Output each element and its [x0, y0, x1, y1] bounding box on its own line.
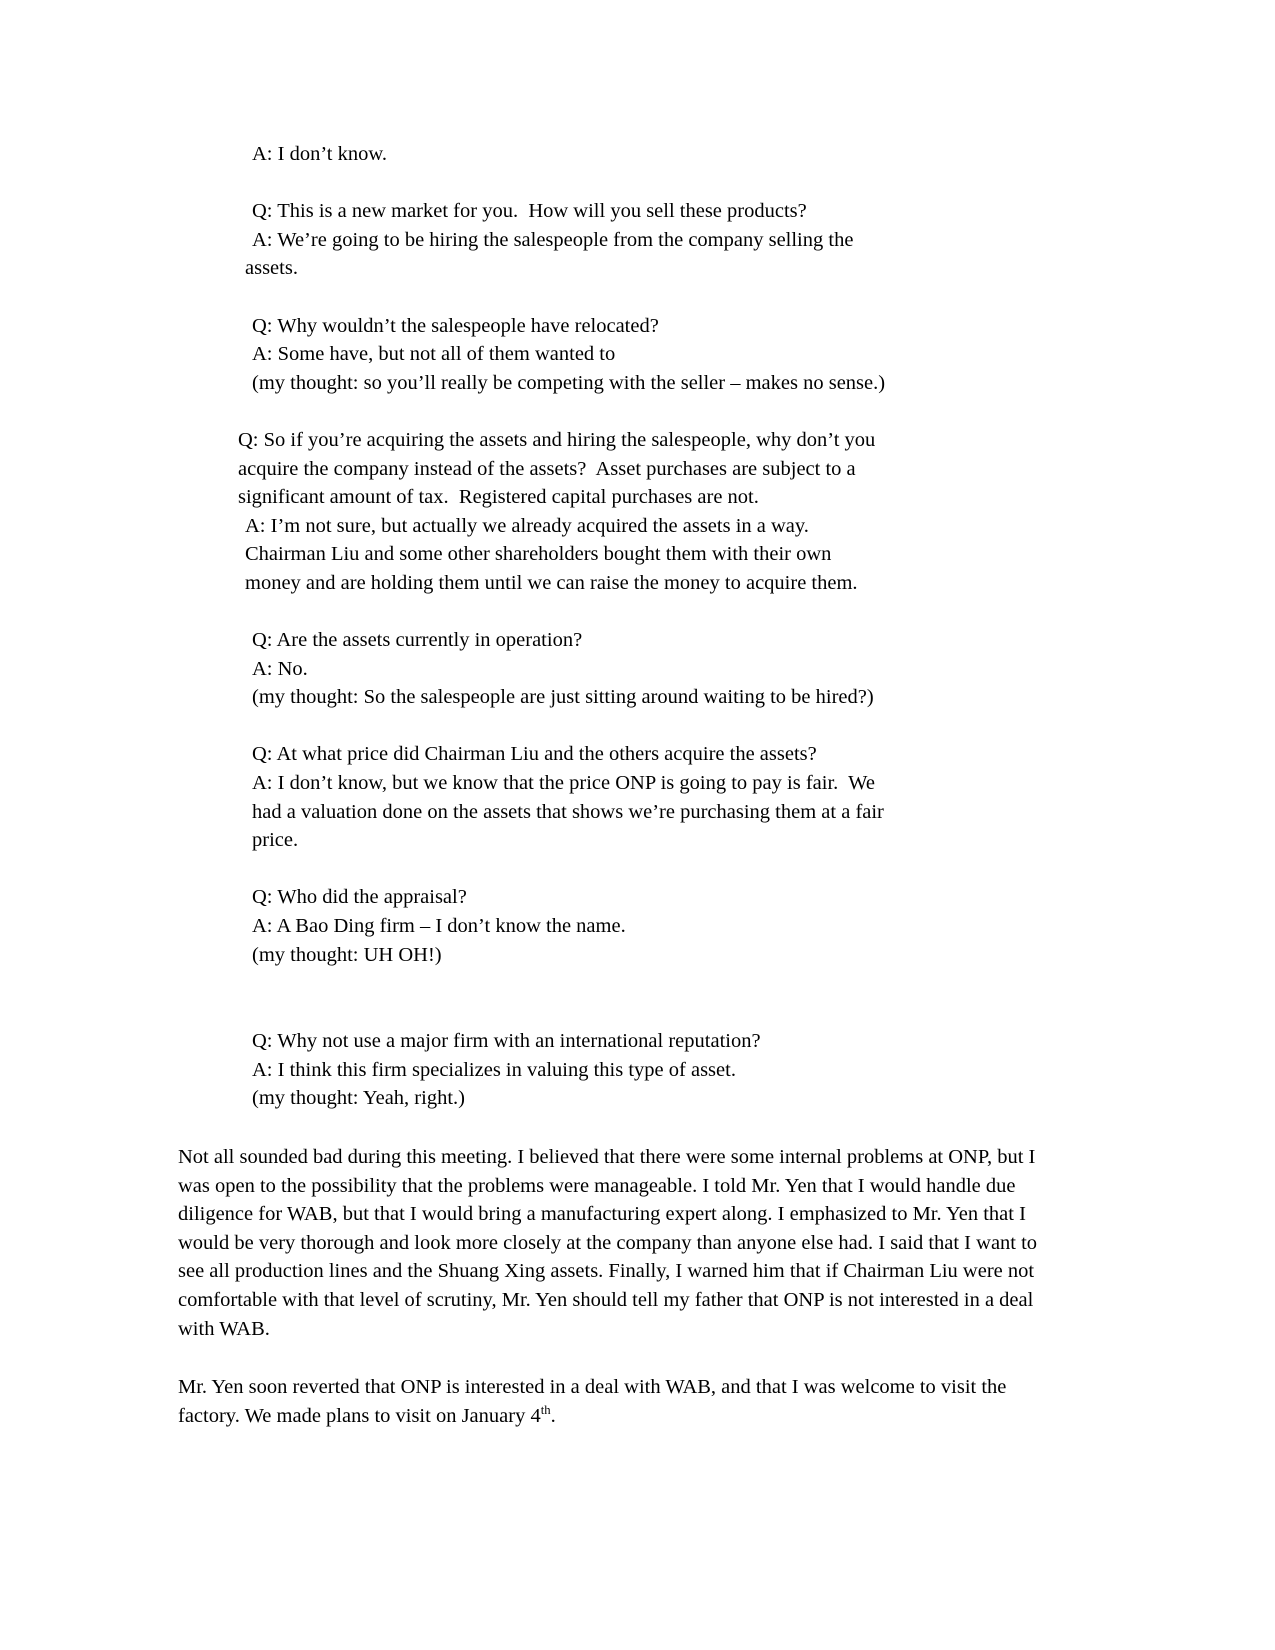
qa-line: price.: [252, 829, 299, 852]
paragraph-spacer: [178, 598, 1064, 627]
closing-text-main: Mr. Yen soon reverted that ONP is interested in a deal with WAB, and that I was welcome to visit the factory. We made plans to visit on January 4: [178, 1376, 1007, 1427]
qa-line: Q: At what price did Chairman Liu and the others acquire the assets?: [252, 743, 817, 766]
qa-line: Q: Why not use a major firm with an international reputation?: [252, 1030, 761, 1053]
qa-line: assets.: [245, 257, 298, 280]
qa-line: (my thought: So the salespeople are just sitting around waiting to be hired?): [252, 686, 874, 709]
qa-line: had a valuation done on the assets that shows we’re purchasing them at a fair: [252, 800, 884, 823]
qa-line: A: I think this firm specializes in valuing this type of asset.: [252, 1058, 736, 1081]
qa-line: acquire the company instead of the assets? Asset purchases are subject to a: [238, 457, 856, 480]
qa-line: money and are holding them until we can raise the money to acquire them.: [245, 571, 858, 594]
qa-section-appraisal: [245, 883, 1064, 969]
qa-line: A: I don’t know.: [252, 143, 387, 165]
qa-line: A: I’m not sure, but actually we already acquired the assets in a way.: [245, 514, 809, 537]
qa-line: (my thought: so you’ll really be competing with the seller – makes no sense.): [252, 371, 886, 394]
qa-line: Q: Are the assets currently in operation?: [252, 629, 583, 652]
paragraph-spacer: [178, 397, 1064, 426]
qa-section-answer-dont-know: [245, 140, 1064, 169]
qa-section-major-firm: [245, 1027, 1064, 1113]
paragraph-mr-yen-reverted: [178, 1373, 1064, 1430]
qa-line: significant amount of tax. Registered capital purchases are not.: [238, 486, 759, 509]
paragraph-spacer: [178, 1343, 1064, 1373]
paragraph-spacer: [178, 169, 1064, 198]
ordinal-superscript: th: [540, 1402, 551, 1417]
qa-line: A: Some have, but not all of them wanted to: [252, 343, 616, 366]
qa-line: Chairman Liu and some other shareholders bought them with their own: [245, 543, 832, 566]
qa-line: A: No.: [252, 657, 308, 680]
qa-section-new-market: [245, 197, 1064, 283]
qa-line: Q: So if you’re acquiring the assets and hiring the salespeople, why don’t you: [238, 428, 876, 451]
paragraph-spacer: [178, 855, 1064, 884]
paragraph-spacer: [178, 712, 1064, 741]
paragraph-spacer: [178, 1113, 1064, 1143]
qa-line: A: I don’t know, but we know that the price ONP is going to pay is fair. We: [252, 772, 875, 795]
paragraph-not-all-bad: Not all sounded bad during this meeting. I believed that there were some internal problems at ONP, but I was open to the possibility that the problems were manageable. I told Mr. Yen that I would handle due diligence for WAB, but that I would bring a manufacturing expert along. I emphasized to Mr. Yen that I would be very thorough and look more closely at the company than anyone else had. I said that I want to see all production lines and the Shuang Xing assets. Finally, I warned him that if Chairman Liu were not comfortable with that level of scrutiny, Mr. Yen should tell my father that ONP is not interested in a deal with WAB.: [178, 1146, 1038, 1340]
qa-line: Q: Who did the appraisal?: [252, 886, 467, 909]
section-spacer: [178, 969, 1064, 1027]
qa-line: A: We’re going to be hiring the salespeople from the company selling the: [252, 228, 854, 251]
qa-section-acquire-assets-vs-company: [238, 426, 1064, 598]
qa-section-relocated: [245, 312, 1064, 398]
qa-line: A: A Bao Ding firm – I don’t know the name.: [252, 915, 626, 938]
closing-text-tail: .: [550, 1404, 556, 1427]
qa-line: (my thought: Yeah, right.): [252, 1087, 465, 1110]
qa-section-assets-in-operation: [245, 626, 1064, 712]
qa-line: (my thought: UH OH!): [252, 943, 442, 966]
paragraph-spacer: [178, 283, 1064, 312]
qa-line: Q: This is a new market for you. How will you sell these products?: [252, 200, 807, 223]
qa-section-acquisition-price: [245, 740, 1064, 854]
document-body: [178, 140, 1064, 1430]
qa-line: Q: Why wouldn’t the salespeople have relocated?: [252, 314, 659, 337]
